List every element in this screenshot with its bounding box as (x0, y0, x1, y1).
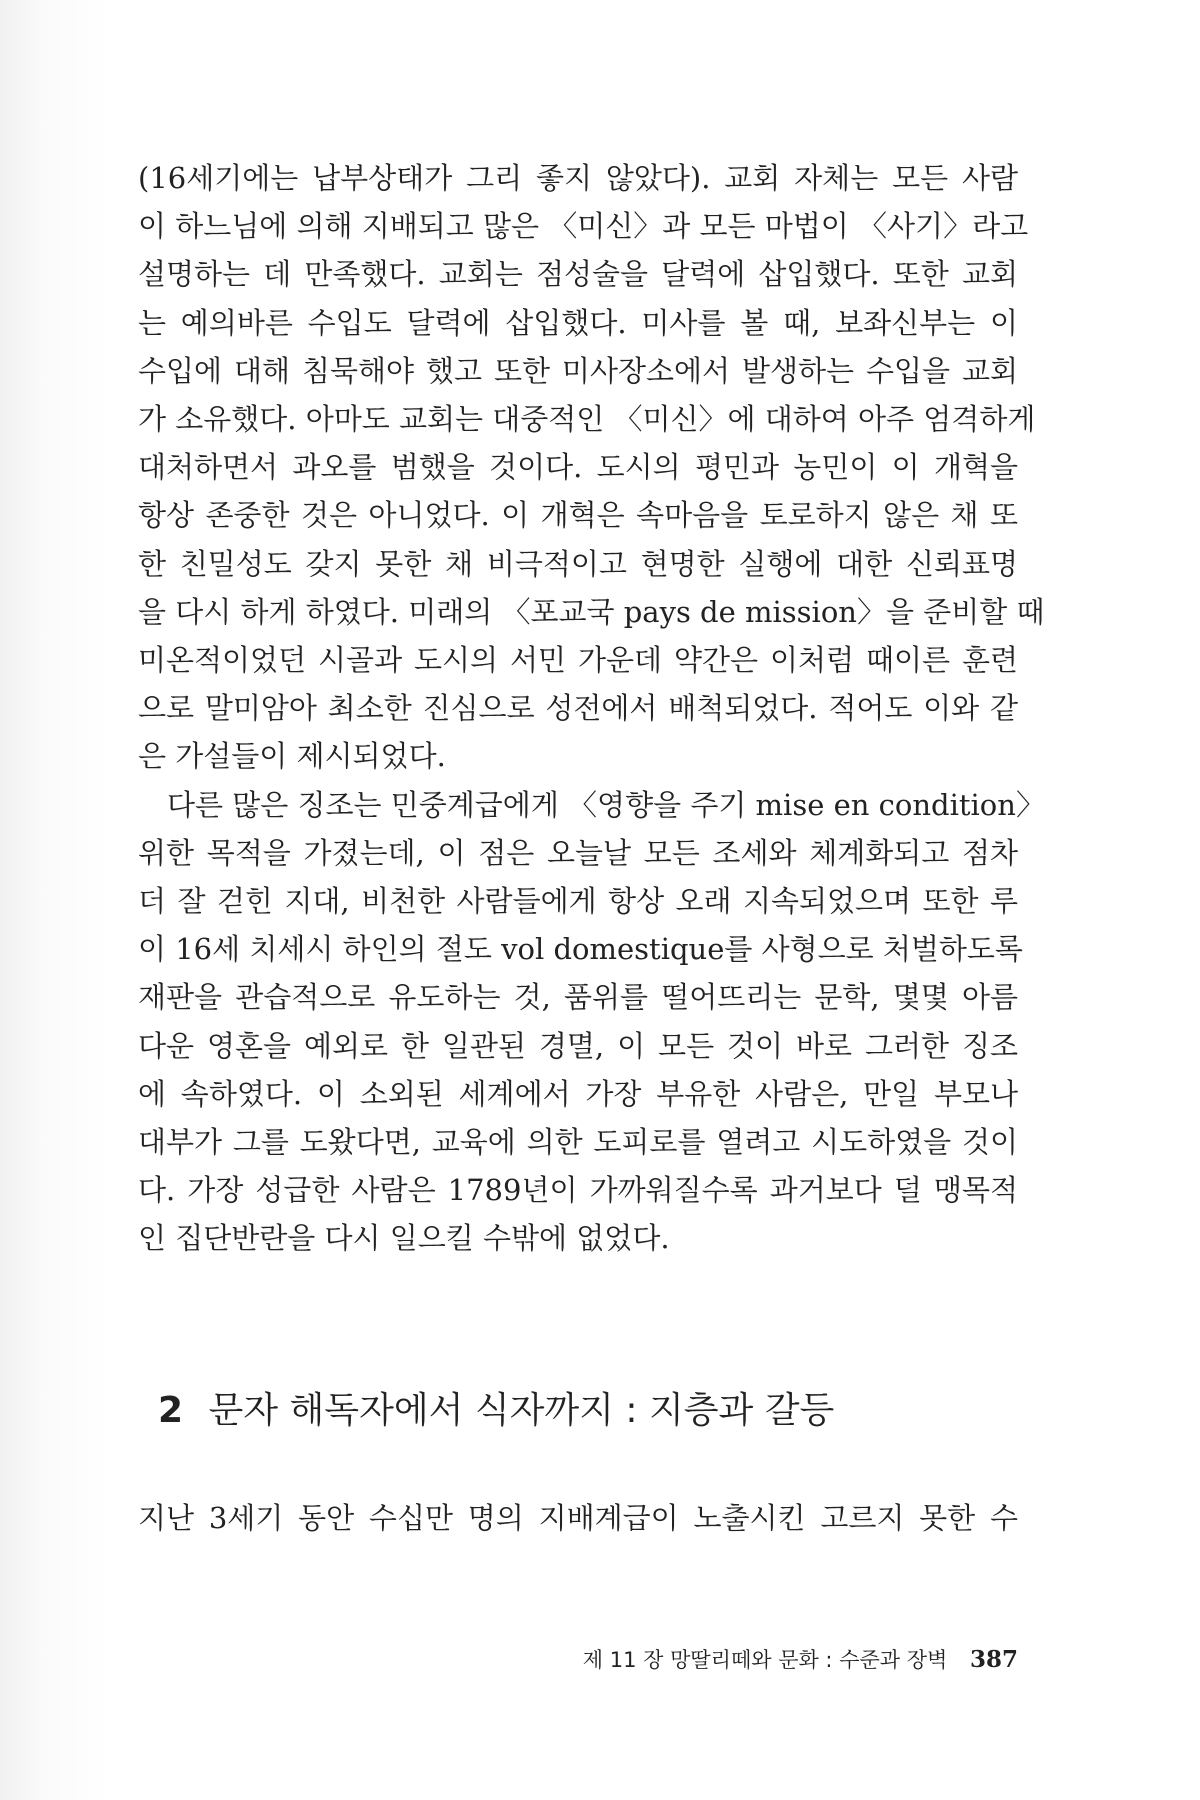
page-footer (583, 1644, 1018, 1674)
text-line: 설명하는 데 만족했다. 교회는 점성술을 달력에 삽입했다. 또한 교회 (138, 257, 1018, 292)
running-title: 제 11 장 망딸리떼와 문화 : 수준과 장벽 (582, 1648, 948, 1672)
text-line: 더 잘 걷힌 지대, 비천한 사람들에게 항상 오래 지속되었으며 또한 루 (138, 884, 1018, 919)
text-line: 으로 말미암아 최소한 진심으로 성전에서 배척되었다. 적어도 이와 같 (138, 691, 1018, 726)
text-line: 인 집단반란을 다시 일으킬 수밖에 없었다. (138, 1221, 670, 1256)
text-line: (16세기에는 납부상태가 그리 좋지 않았다). 교회 자체는 모든 사람 (138, 161, 1018, 195)
text-line: 미온적이었던 시골과 도시의 서민 가운데 약간은 이처럼 때이른 훈련 (138, 643, 1018, 678)
text-line: 다른 많은 징조는 민중계급에게 〈영향을 주기 mise en condition〉 (138, 787, 1045, 822)
section-number: 2 (158, 1390, 184, 1431)
text-line: 가 소유했다. 아마도 교회는 대중적인 〈미신〉에 대하여 아주 엄격하게 (138, 402, 1036, 437)
text-line: 대처하면서 과오를 범했을 것이다. 도시의 평민과 농민이 이 개혁을 (138, 450, 1018, 485)
text-line: 다. 가장 성급한 사람은 1789년이 가까워질수록 과거보다 덜 맹목적 (138, 1173, 1018, 1208)
text-line: 한 친밀성도 갖지 못한 채 비극적이고 현명한 실행에 대한 신뢰표명 (138, 546, 1018, 581)
text-line: 에 속하였다. 이 소외된 세계에서 가장 부유한 사람은, 만일 부모나 (138, 1076, 1018, 1111)
text-line: 이 하느님에 의해 지배되고 많은 〈미신〉과 모든 마법이 〈사기〉라고 (138, 209, 1029, 244)
body-text (138, 154, 1045, 1263)
section-first-line: 지난 3세기 동안 수십만 명의 지배계급이 노출시킨 고르지 못한 수 (138, 1501, 1018, 1535)
text-line: 다운 영혼을 예외로 한 일관된 경멸, 이 모든 것이 바로 그러한 징조 (138, 1028, 1018, 1063)
text-line: 대부가 그를 도왔다면, 교육에 의한 도피로를 열려고 시도하였을 것이 (138, 1125, 1018, 1160)
page-number: 387 (969, 1646, 1018, 1673)
text-line: 재판을 관습적으로 유도하는 것, 품위를 떨어뜨리는 문학, 몇몇 아름 (138, 980, 1018, 1015)
text-line: 이 16세 치세시 하인의 절도 vol domestique를 사형으로 처벌하도록 (138, 932, 1023, 967)
section-heading (158, 1382, 834, 1433)
text-line: 항상 존중한 것은 아니었다. 이 개혁은 속마음을 토로하지 않은 채 또 (138, 498, 1018, 533)
paragraph-1 (138, 154, 1045, 781)
text-line: 을 다시 하게 하였다. 미래의 〈포교국 pays de mission〉을 준비할 때 (138, 594, 1045, 629)
text-line: 수입에 대해 침묵해야 했고 또한 미사장소에서 발생하는 수입을 교회 (138, 353, 1018, 388)
text-line: 은 가설들이 제시되었다. (138, 739, 446, 774)
text-line: 위한 목적을 가졌는데, 이 점은 오늘날 모든 조세와 체계화되고 점차 (138, 835, 1018, 870)
section-title: 문자 해독자에서 식자까지 : 지층과 갈등 (208, 1390, 835, 1431)
text-line: 는 예의바른 수입도 달력에 삽입했다. 미사를 볼 때, 보좌신부는 이 (138, 305, 1018, 340)
paragraph-2 (138, 781, 1045, 1263)
